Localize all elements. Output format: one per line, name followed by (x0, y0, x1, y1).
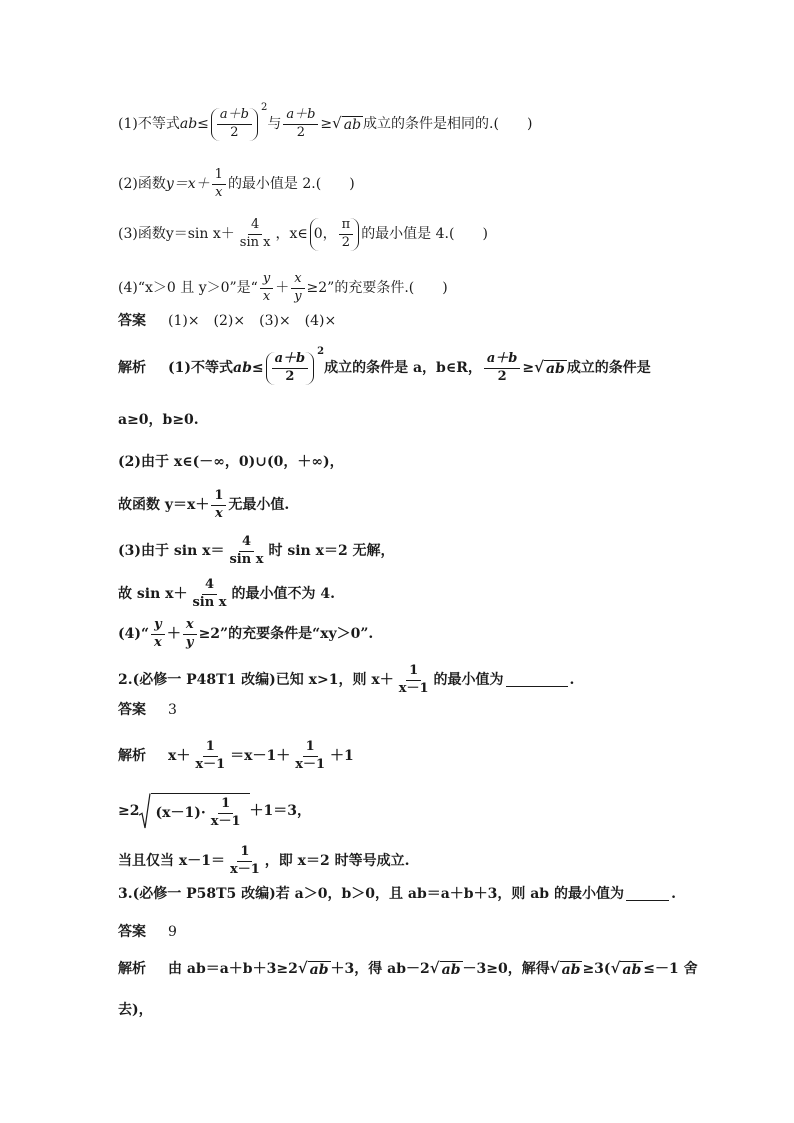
p3-e2: 去)， (118, 1002, 153, 1018)
p2-e1-frac-den: x－1 (195, 756, 226, 772)
explanation-3-line-1 (118, 535, 676, 568)
q3-frac2-den: 2 (341, 234, 351, 250)
p3-sqrt-2: √ ab (429, 959, 461, 978)
q3-fraction-pi (339, 218, 354, 251)
q3-tail: 的最小值是 4.( ) (361, 226, 488, 243)
p3-sqrt-4: √ ab (610, 959, 642, 978)
exp2-line1: (2)由于 x∈(－∞，0)∪(0，＋∞)， (118, 454, 344, 470)
q3-mid: ，x∈ (275, 226, 308, 243)
q1-sqrt-inner: ab (343, 117, 362, 134)
problem-2-exp-line-2 (118, 793, 676, 830)
p3-sq2: ab (441, 962, 461, 978)
problem-3-stem (118, 887, 676, 901)
p2-e2-inner-a: (x－1)· (155, 805, 206, 822)
exp4-b: ≥2”的充要条件是“xy＞0”. (198, 626, 374, 643)
q3-frac-den: sin x (239, 234, 271, 250)
exp1-b: 成立的条件是 a，b∈R， (324, 360, 482, 377)
q1-le: ≤ (197, 116, 209, 133)
p2-e2-fraction (208, 797, 244, 830)
p3-exp-label: 解析 (118, 961, 146, 977)
exp2-frac-den: x (215, 505, 223, 521)
p2-answer-blank (506, 674, 568, 687)
q4-f1-num: y (260, 272, 273, 289)
q1-frac2-num: a＋b (283, 108, 318, 125)
q1-fraction (217, 108, 252, 141)
answer-1-label: 答案 (118, 313, 146, 329)
p3-sq1: ab (309, 962, 329, 978)
exp1-paren (266, 352, 315, 385)
exp1-line2: a≥0，b≥0. (118, 412, 199, 428)
exp1-frac2-den: 2 (497, 368, 507, 384)
exp4-plus: ＋ (166, 626, 181, 643)
exp1-frac-num: a＋b (272, 352, 309, 369)
p2-answer: 3 (168, 702, 177, 718)
p2-e1-frac2-den: x－1 (295, 756, 326, 772)
p3-e1b: ＋3，得 ab－2 (330, 961, 430, 977)
exp3-fraction (226, 535, 266, 568)
q2-expr: y＝x＋ (165, 176, 210, 193)
p3-sq4: ab (622, 962, 642, 978)
exp1-sqrt-inner: ab (545, 361, 565, 378)
explanation-1-label: 解析 (118, 360, 146, 377)
problem-3-answer (118, 925, 676, 939)
exp2-line2b: 无最小值. (228, 497, 290, 514)
q2-fraction (212, 168, 226, 201)
p2-frac-den: x－1 (398, 680, 429, 696)
p2-e3a: 当且仅当 x－1＝ (118, 853, 225, 870)
exp3-line1a: (3)由于 sin x＝ (118, 543, 225, 560)
q1-sup: 2 (260, 102, 268, 114)
p2-e1b: ＝x－1＋ (230, 748, 291, 765)
q1-paren (211, 108, 258, 141)
p3-e1a: 由 ab＝a＋b＋3≥2 (168, 961, 298, 977)
q2-label: (2)函数 (118, 176, 166, 193)
exp4-f2-den: y (185, 634, 194, 650)
exp4-f1-den: x (154, 634, 162, 650)
p3-sqrt-1: √ ab (297, 959, 329, 978)
exp1-ab: ab (233, 360, 252, 377)
problem-2-exp-line-1 (118, 740, 676, 773)
exp3-line1b: 时 sin x＝2 无解， (268, 543, 395, 560)
q2-frac-den: x (215, 184, 223, 200)
exp3-frac-den: sin x (229, 551, 264, 567)
p2-exp-label: 解析 (118, 748, 146, 765)
exp3-line2b: 的最小值不为 4. (231, 586, 335, 603)
p3-answer-label: 答案 (118, 924, 146, 940)
exp3-frac-num: 4 (239, 535, 254, 552)
p2-e1-frac2-num: 1 (303, 740, 318, 757)
p2-e1a: x＋ (168, 748, 191, 765)
p3-sqrt-3: √ ab (549, 959, 581, 978)
q1-fraction-2 (283, 108, 318, 141)
explanation-2-line-1 (118, 455, 676, 469)
explanation-4 (118, 618, 676, 651)
exp4-fraction-1 (151, 618, 165, 651)
q3-label: (3)函数 (118, 226, 166, 243)
exp4-f2-num: x (183, 618, 197, 635)
p3-e1c: －3≥0，解得 (462, 961, 550, 977)
exp2-line2a: 故函数 y＝x＋ (118, 497, 210, 514)
exp3-frac2-den: sin x (192, 594, 227, 610)
p2-e2-frac-den: x－1 (210, 813, 241, 829)
exp1-frac2-num: a＋b (484, 352, 521, 369)
p2-e3-fraction (227, 845, 263, 878)
q2-tail: 的最小值是 2.( ) (227, 176, 355, 193)
q3-interval (310, 218, 359, 251)
p3-e1e: ≤－1 舍 (643, 961, 698, 977)
problem-3-exp-line-1 (118, 959, 698, 978)
exp1-c: 成立的条件是 (566, 360, 651, 377)
exp1-fraction-2 (484, 352, 521, 385)
answer-1 (118, 314, 676, 328)
explanation-3-line-2 (118, 578, 676, 611)
question-3 (118, 218, 676, 251)
p2-fraction (396, 664, 432, 697)
q1-ab: ab (179, 116, 198, 133)
p2-stem-c: . (569, 672, 575, 689)
answer-1-text: (1)× (2)× (3)× (4)× (168, 313, 337, 329)
p2-e1-fraction (192, 740, 228, 773)
explanation-2-line-2 (118, 489, 676, 522)
exp4-f1-num: y (151, 618, 165, 635)
exp1-ge: ≥ (522, 360, 535, 377)
q4-fraction-2 (291, 272, 304, 305)
exp4-fraction-2 (183, 618, 197, 651)
q2-frac-num: 1 (212, 168, 226, 185)
question-1 (118, 102, 676, 141)
q1-sqrt: √ ab (332, 114, 362, 134)
p2-e1-frac-num: 1 (203, 740, 218, 757)
q1-frac2-den: 2 (296, 124, 306, 140)
p2-e3b: ，即 x＝2 时等号成立. (264, 853, 410, 870)
p2-e3-frac-num: 1 (237, 845, 252, 862)
p2-e2b: ＋1＝3， (249, 803, 311, 820)
q1-tail: 成立的条件是相同的.( ) (363, 116, 533, 133)
p2-e2-frac-num: 1 (218, 797, 233, 814)
explanation-1-line-2 (118, 413, 676, 427)
p3-stem-a: 3.(必修一 P58T5 改编)若 a＞0，b＞0，且 ab＝a＋b＋3，则 ab 的最小值为 (118, 886, 624, 902)
exp1-fraction (272, 352, 309, 385)
problem-3-exp-line-2 (118, 1003, 676, 1017)
p2-e2a: ≥2 (118, 803, 140, 820)
q3-fraction (237, 218, 274, 251)
q4-f2-den: y (294, 288, 302, 304)
p3-sq3: ab (561, 962, 581, 978)
exp4-a: (4)“ (118, 626, 150, 643)
exp3-frac2-num: 4 (202, 578, 217, 595)
p2-e1-fraction-2 (292, 740, 328, 773)
exp2-fraction (211, 489, 226, 522)
p2-answer-label: 答案 (118, 702, 146, 718)
exp1-sup: 2 (317, 346, 325, 358)
p2-stem-b: 的最小值为 (433, 672, 504, 689)
q1-mid: 与 (267, 116, 282, 133)
question-4 (118, 272, 676, 305)
p2-e3-frac-den: x－1 (229, 861, 260, 877)
p2-stem-a: 2.(必修一 P48T1 改编)已知 x>1，则 x＋ (118, 672, 394, 689)
p3-e1d: ≥3( (582, 961, 611, 977)
p2-big-sqrt (139, 793, 249, 830)
q1-label: (1)不等式 (118, 116, 180, 133)
q4-tail: ≥2”的充要条件.( ) (306, 280, 448, 297)
exp1-a: (1)不等式 (168, 360, 233, 377)
p3-answer: 9 (168, 924, 177, 940)
q3-interval-left: 0， (313, 226, 337, 243)
p3-stem-c: . (671, 886, 676, 902)
exp3-line2a: 故 sin x＋ (118, 586, 188, 603)
problem-2-exp-line-3 (118, 845, 676, 878)
p2-e1c: ＋1 (330, 748, 354, 765)
q1-frac-den: 2 (230, 124, 239, 140)
q3-expr: y＝sin x＋ (165, 226, 235, 243)
p3-answer-blank (626, 888, 669, 901)
q4-f2-num: x (291, 272, 304, 289)
q3-frac-num: 4 (248, 218, 262, 235)
exp1-le: ≤ (251, 360, 264, 377)
exp1-frac-den: 2 (285, 368, 295, 384)
q4-plus: ＋ (275, 280, 290, 297)
question-2 (118, 168, 676, 201)
q1-ge: ≥ (320, 116, 333, 133)
exp3-fraction-2 (189, 578, 229, 611)
exp1-sqrt: √ ab (534, 358, 565, 378)
q1-frac-num: a＋b (217, 108, 252, 125)
q4-fraction-1 (260, 272, 273, 305)
q3-frac2-num: π (339, 218, 354, 235)
q4-label: (4)“x＞0 且 y＞0”是“ (118, 280, 258, 297)
exp2-frac-num: 1 (211, 489, 226, 506)
problem-2-stem (118, 664, 676, 697)
p2-frac-num: 1 (406, 664, 421, 681)
problem-2-answer (118, 703, 676, 717)
explanation-1 (118, 346, 676, 385)
q4-f1-den: x (262, 288, 271, 304)
